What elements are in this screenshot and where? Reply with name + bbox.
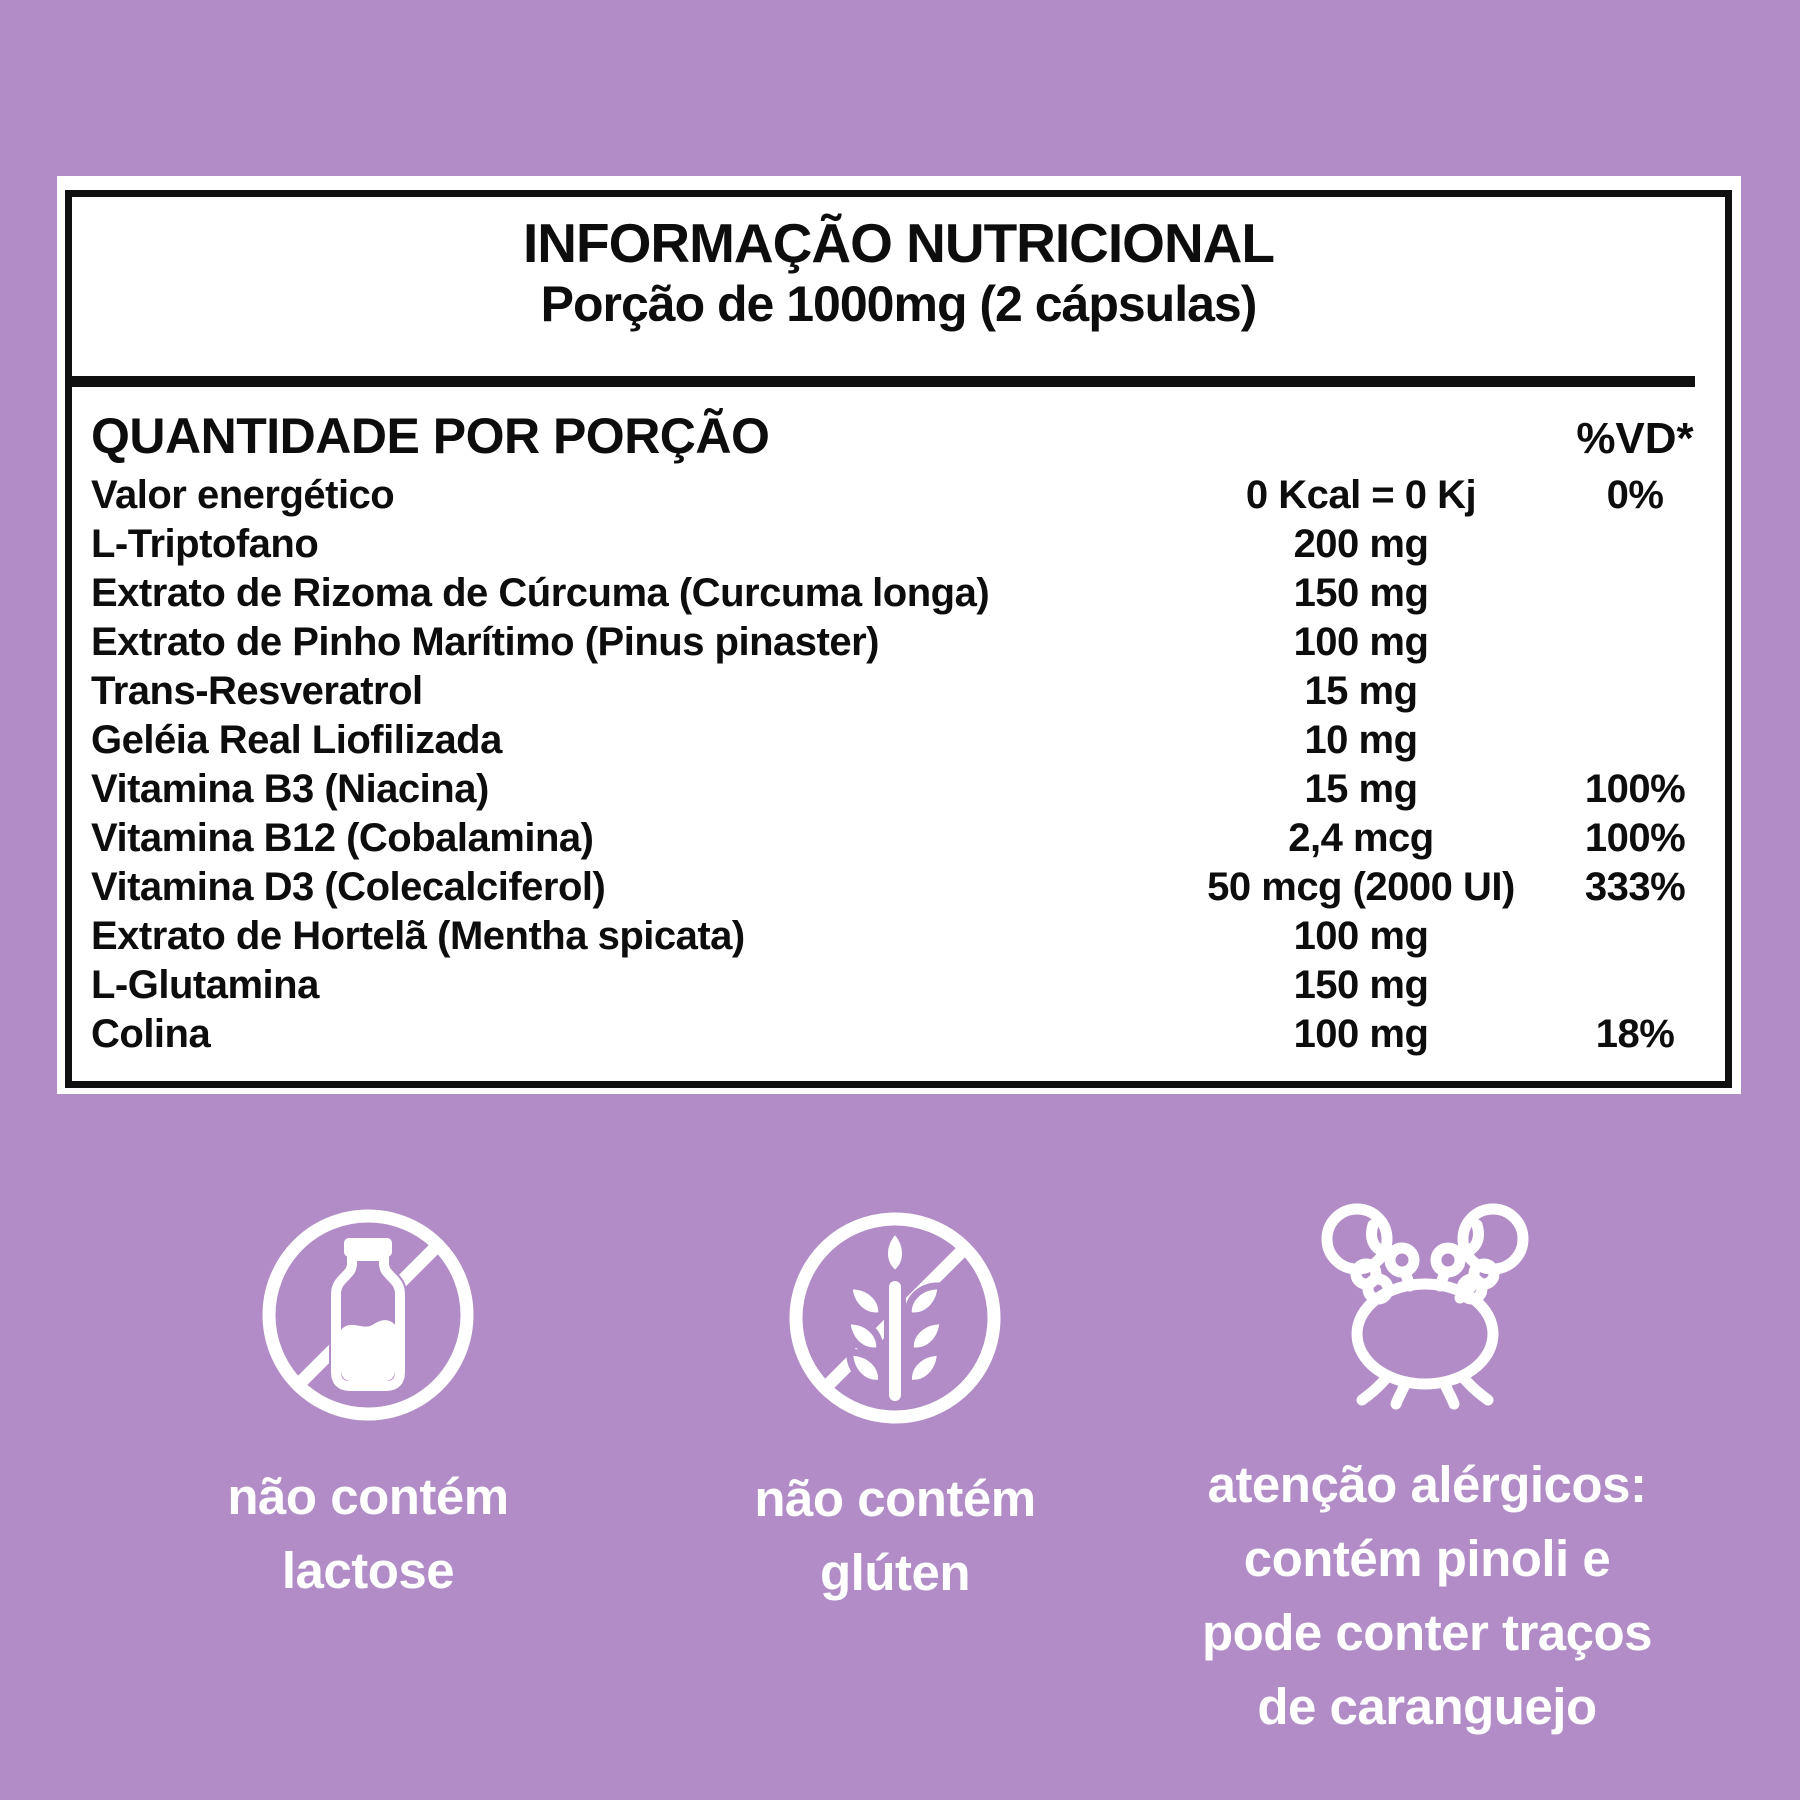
- nutrient-name: L-Glutamina: [91, 962, 319, 1007]
- table-row: [91, 1010, 1709, 1059]
- no-gluten-icon: [780, 1203, 1010, 1433]
- table-row: [91, 471, 1709, 520]
- nutrient-vd: 0%: [1606, 472, 1664, 517]
- bottle-cap: [344, 1238, 392, 1257]
- nutrient-vd: 18%: [1595, 1011, 1675, 1056]
- badge-no-gluten-text: [645, 1462, 1145, 1610]
- panel-title: INFORMAÇÃO NUTRICIONAL: [523, 212, 1274, 274]
- nutrient-name: Colina: [91, 1011, 211, 1056]
- table-row: [91, 863, 1709, 912]
- nutrient-amount: 150 mg: [1293, 570, 1429, 615]
- badge-no-lactose-text: [118, 1460, 618, 1608]
- nutrient-name: Trans-Resveratrol: [91, 668, 423, 713]
- nutrient-vd: [1561, 618, 1709, 667]
- nutrient-name: Vitamina D3 (Colecalciferol): [91, 864, 606, 909]
- nutrient-amount: 0 Kcal = 0 Kj: [1245, 472, 1477, 517]
- nutrient-name: Extrato de Rizoma de Cúrcuma (Curcuma longa): [91, 570, 990, 615]
- nutrient-amount: 15 mg: [1304, 668, 1418, 713]
- nutrient-vd: [1561, 667, 1709, 716]
- nutrient-amount: 15 mg: [1304, 766, 1418, 811]
- nutrient-amount: 10 mg: [1304, 717, 1418, 762]
- table-row: [91, 569, 1709, 618]
- badge-line: de caranguejo: [1257, 1678, 1597, 1735]
- nutrient-name: Vitamina B3 (Niacina): [91, 766, 489, 811]
- nutrient-vd: 333%: [1584, 864, 1686, 909]
- nutrient-amount: 2,4 mcg: [1288, 815, 1434, 860]
- nutrient-vd: 100%: [1584, 815, 1686, 860]
- table-row: [91, 912, 1709, 961]
- nutrient-amount: 150 mg: [1293, 962, 1429, 1007]
- badge-line: não contém: [227, 1468, 509, 1525]
- badge-line: lactose: [281, 1542, 455, 1599]
- nutrient-amount: 100 mg: [1293, 913, 1429, 958]
- badge-line: glúten: [820, 1544, 970, 1601]
- panel-header: [72, 197, 1725, 334]
- header-divider: [72, 376, 1695, 387]
- badge-line: atenção alérgicos:: [1207, 1456, 1647, 1513]
- table-row: [91, 520, 1709, 569]
- table-row: [91, 765, 1709, 814]
- badge-line: pode conter traços: [1201, 1604, 1653, 1661]
- column-header-quantity: QUANTIDADE POR PORÇÃO: [91, 407, 770, 464]
- panel-subtitle: Porção de 1000mg (2 cápsulas): [540, 276, 1257, 333]
- nutrition-panel-border: [65, 190, 1732, 1088]
- nutrient-name: Valor energético: [91, 472, 395, 517]
- nutrition-panel: [57, 176, 1741, 1094]
- nutrient-vd: [1561, 716, 1709, 765]
- nutrient-amount: 200 mg: [1293, 521, 1429, 566]
- nutrient-vd: [1561, 520, 1709, 569]
- nutrient-vd: [1561, 912, 1709, 961]
- nutrition-table: [72, 465, 1725, 1059]
- nutrient-name: Vitamina B12 (Cobalamina): [91, 815, 594, 860]
- nutrient-name: Extrato de Pinho Marítimo (Pinus pinaster): [91, 619, 879, 664]
- nutrient-name: Extrato de Hortelã (Mentha spicata): [91, 913, 745, 958]
- nutrient-amount: 100 mg: [1293, 1011, 1429, 1056]
- badge-line: não contém: [754, 1470, 1036, 1527]
- nutrient-vd: 100%: [1584, 766, 1686, 811]
- nutrient-amount: 50 mcg (2000 UI): [1207, 864, 1515, 909]
- nutrient-name: Geléia Real Liofilizada: [91, 717, 502, 762]
- table-row: [91, 667, 1709, 716]
- table-row: [91, 814, 1709, 863]
- nutrient-amount: 100 mg: [1293, 619, 1429, 664]
- table-row: [91, 716, 1709, 765]
- crab-icon: [1308, 1192, 1542, 1416]
- table-row: [91, 618, 1709, 667]
- no-lactose-icon: [253, 1200, 483, 1430]
- nutrient-name: L-Triptofano: [91, 521, 319, 566]
- table-header: [72, 387, 1725, 465]
- badge-allergen-text: [1147, 1448, 1707, 1744]
- badge-line: contém pinoli e: [1243, 1530, 1611, 1587]
- nutrient-vd: [1561, 569, 1709, 618]
- table-row: [91, 961, 1709, 1010]
- column-header-vd: %VD*: [1576, 413, 1694, 463]
- nutrient-vd: [1561, 961, 1709, 1010]
- milk-fill: [341, 1320, 395, 1381]
